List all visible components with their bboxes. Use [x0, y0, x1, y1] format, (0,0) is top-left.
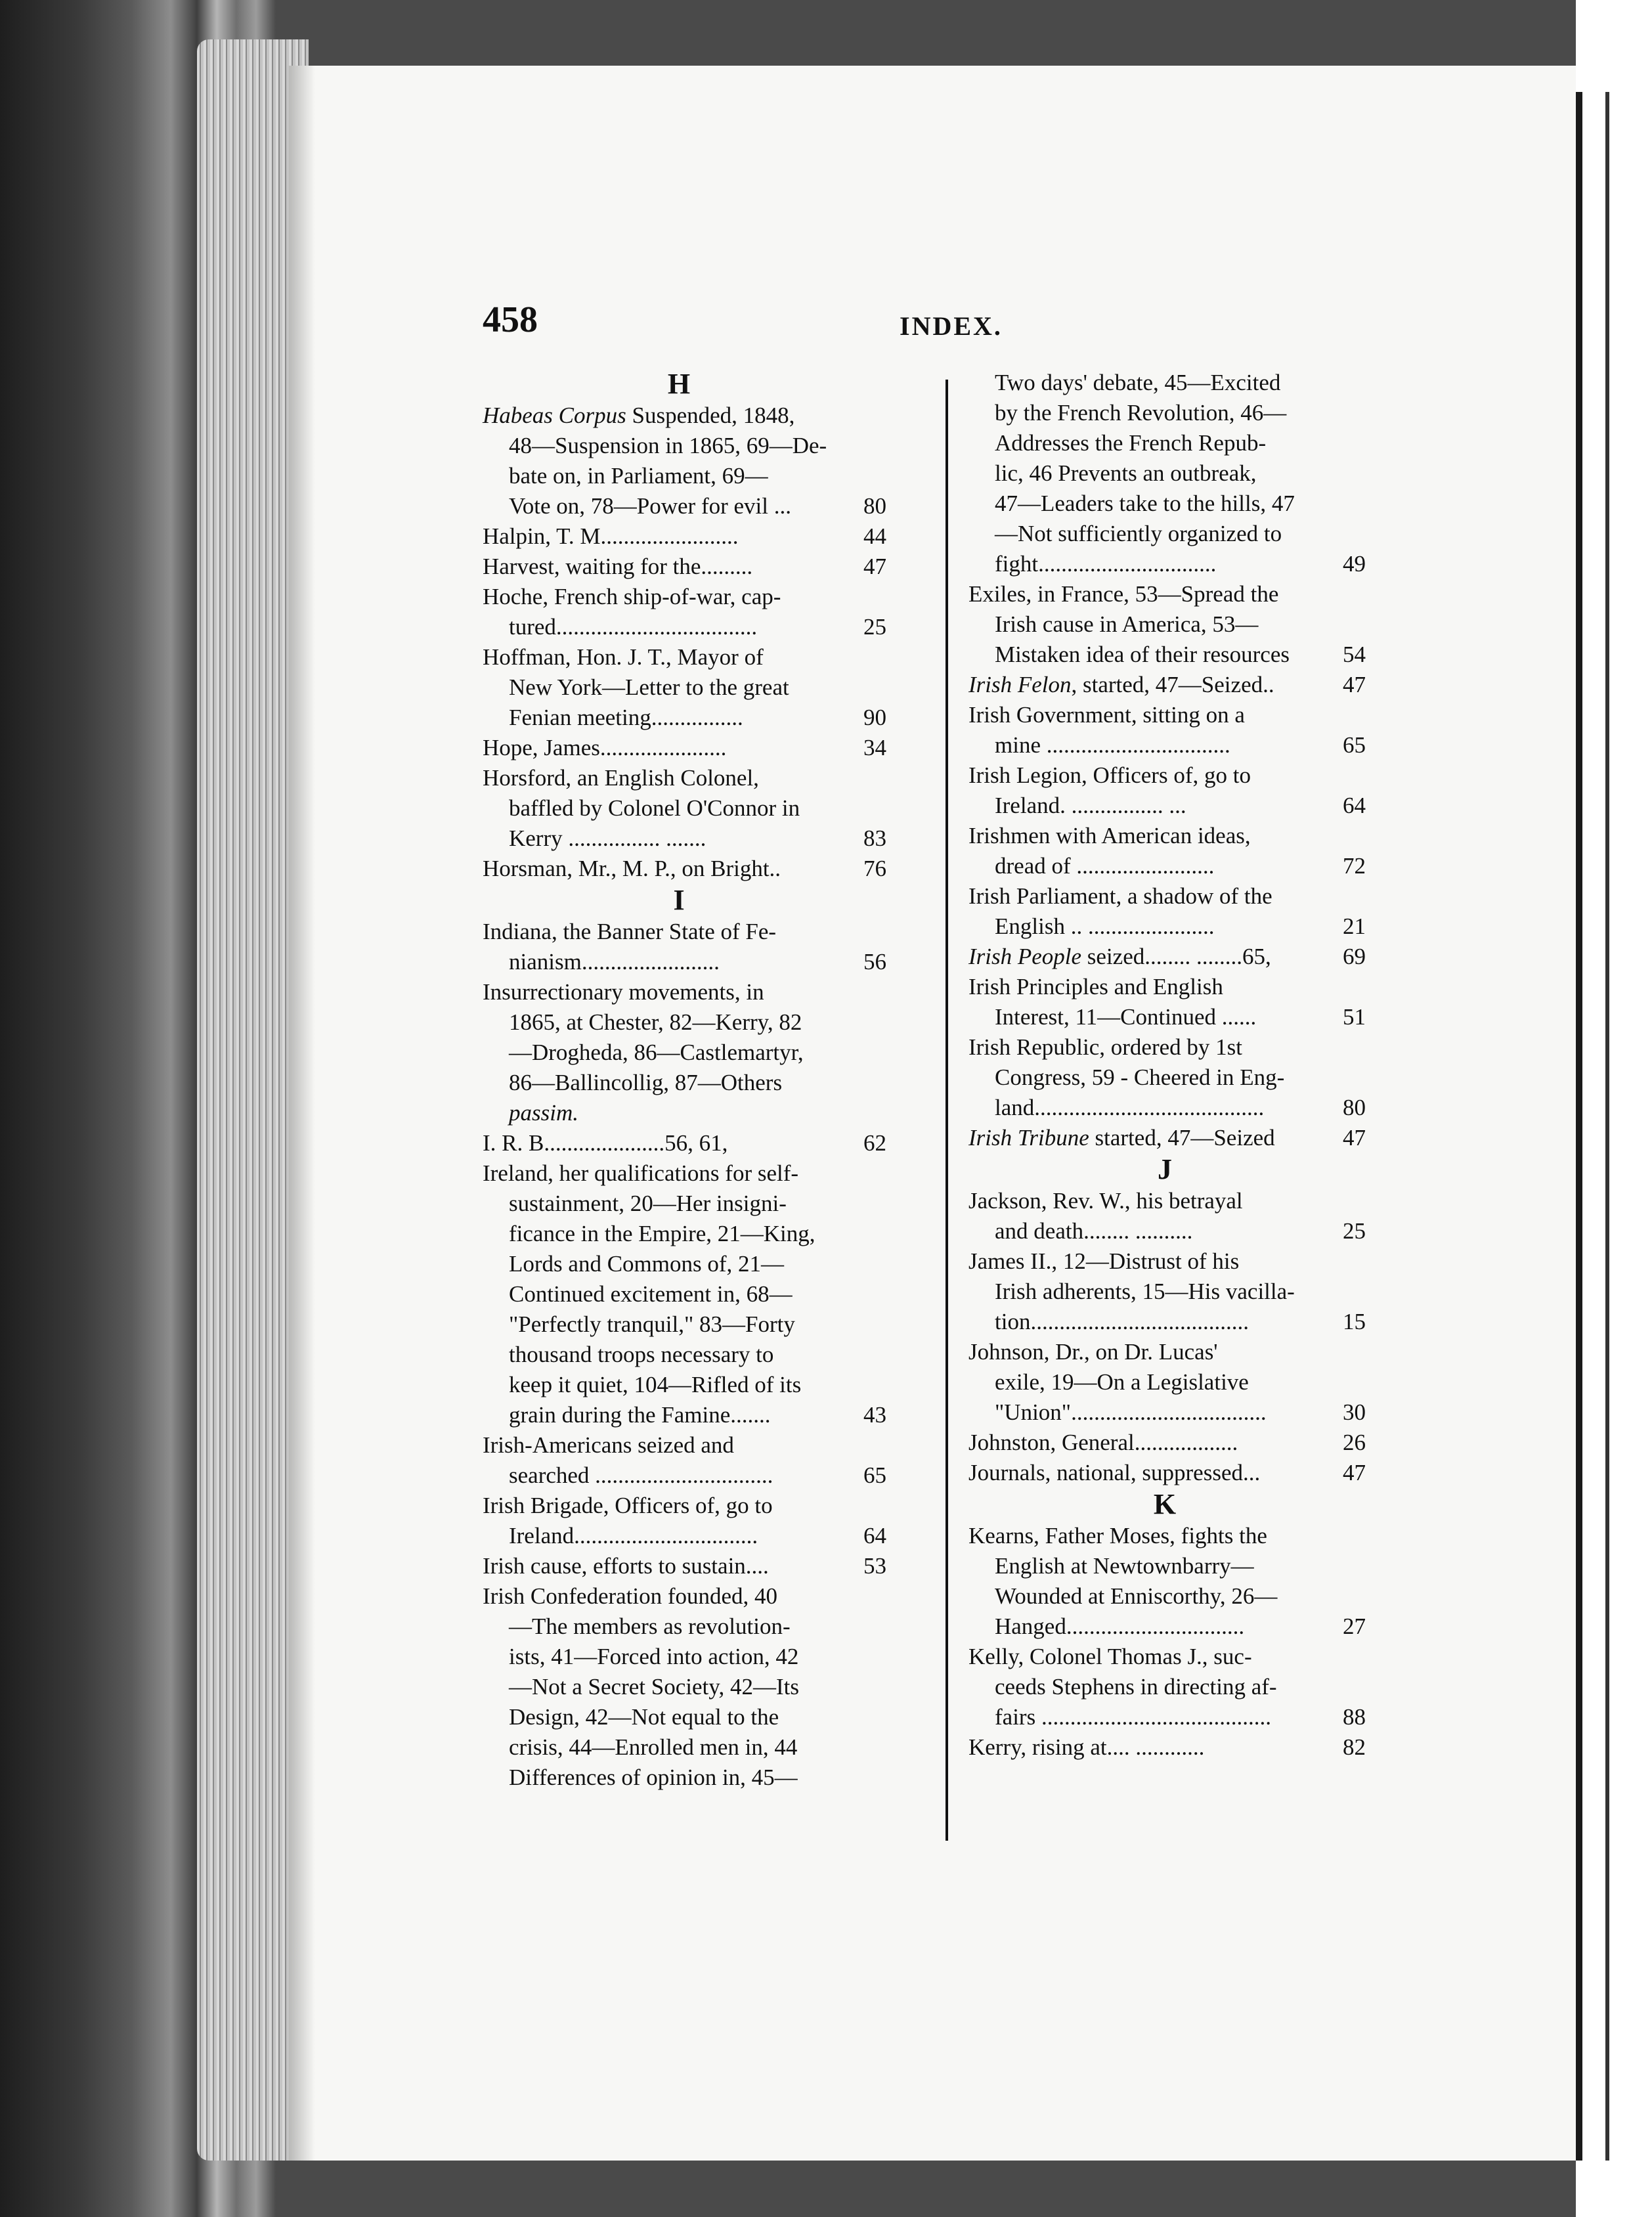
index-entry	[483, 1128, 886, 1158]
entry-line: "Union"..................................	[995, 1399, 1267, 1425]
index-entry	[483, 401, 886, 521]
entry-line: Johnson, Dr., on Dr. Lucas'	[968, 1339, 1218, 1365]
entry-line: grain during the Famine.......	[509, 1402, 771, 1428]
entry-line: Jackson, Rev. W., his betrayal	[968, 1188, 1243, 1214]
index-entry	[483, 1491, 886, 1551]
entry-line: ficance in the Empire, 21—King,	[509, 1221, 815, 1246]
entry-line: fight...............................	[995, 551, 1217, 577]
section-letter: I	[673, 884, 686, 916]
entry-line: Irish adherents, 15—His vacilla-	[995, 1279, 1295, 1304]
page-reference: 15	[1343, 1309, 1366, 1334]
entry-line	[483, 1098, 886, 1128]
index-entry	[483, 1158, 886, 1430]
entry-line: —The members as revolution-	[509, 1613, 791, 1639]
entry-line: fairs ........................................	[995, 1704, 1271, 1730]
entry-line: 48—Suspension in 1865, 69—De-	[509, 433, 827, 458]
index-entry	[483, 521, 886, 552]
section-letter: K	[1153, 1488, 1178, 1520]
index-entry	[968, 1642, 1366, 1732]
entry-line: Kelly, Colonel Thomas J., suc-	[968, 1644, 1252, 1669]
entry-line: Irish Parliament, a shadow of the	[968, 883, 1272, 909]
entry-line: Exiles, in France, 53—Spread the	[968, 581, 1279, 607]
entry-line: Irish People seized........ ........65,	[968, 944, 1271, 969]
page-reference: 88	[1343, 1704, 1366, 1730]
page-reference: 65	[1343, 732, 1366, 758]
entry-line: English at Newtownbarry—	[995, 1553, 1254, 1579]
entry-line: Insurrectionary movements, in	[483, 979, 764, 1005]
entry-line: Hoffman, Hon. J. T., Mayor of	[483, 644, 764, 670]
page-reference: 25	[863, 614, 886, 640]
index-entry	[968, 942, 1366, 972]
index-entry	[968, 760, 1366, 821]
entry-line: crisis, 44—Enrolled men in, 44	[509, 1734, 798, 1760]
entry-line: Kerry ................ .......	[509, 825, 706, 851]
page-reference: 26	[1343, 1430, 1366, 1455]
index-entry	[968, 1732, 1366, 1763]
entry-line: Irish Principles and English	[968, 974, 1223, 999]
page-reference: 43	[863, 1402, 886, 1428]
entry-line: "Perfectly tranquil," 83—Forty	[509, 1311, 795, 1337]
entry-line: dread of ........................	[995, 853, 1215, 879]
entry-line: Habeas Corpus Suspended, 1848,	[483, 403, 795, 428]
index-entry	[483, 1551, 886, 1581]
entry-line: Two days' debate, 45—Excited	[995, 370, 1281, 395]
entry-line: Kearns, Father Moses, fights the	[968, 1523, 1267, 1548]
right-margin	[1576, 0, 1652, 2217]
page-reference: 64	[863, 1523, 886, 1548]
entry-line: Irish Government, sitting on a	[968, 702, 1245, 728]
entry-line: Interest, 11—Continued ......	[995, 1004, 1257, 1030]
entry-line: Irish Tribune started, 47—Seized	[968, 1125, 1275, 1151]
entry-line: Ireland. ................ ...	[995, 793, 1186, 818]
index-entry	[483, 1581, 886, 1793]
entry-line: Ireland................................	[509, 1523, 758, 1548]
entry-line: Design, 42—Not equal to the	[509, 1704, 779, 1730]
entry-line: Lords and Commons of, 21—	[509, 1251, 785, 1277]
entry-line: by the French Revolution, 46—	[995, 400, 1287, 426]
entry-line: mine ................................	[995, 732, 1230, 758]
index-entry	[483, 917, 886, 977]
page-reference: 69	[1343, 944, 1366, 969]
italic-term: Irish Felon	[968, 672, 1072, 697]
index-entry	[968, 579, 1366, 670]
section-letter: H	[667, 368, 692, 400]
book-page	[289, 66, 1576, 2161]
entry-line: I. R. B.....................56, 61,	[483, 1130, 728, 1156]
italic-term: Irish Tribune	[968, 1125, 1089, 1151]
entry-line: Horsford, an English Colonel,	[483, 765, 759, 791]
index-entry	[483, 977, 886, 1128]
page-reference: 25	[1343, 1218, 1366, 1244]
entry-line: Irish Confederation founded, 40	[483, 1583, 778, 1609]
entry-line: Hope, James......................	[483, 735, 727, 760]
page-reference: 27	[1343, 1613, 1366, 1639]
entry-line: exile, 19—On a Legislative	[995, 1369, 1249, 1395]
italic-term: Irish People	[968, 944, 1082, 969]
index-entry	[483, 642, 886, 733]
page-reference: 47	[863, 554, 886, 579]
running-head: INDEX.	[900, 311, 1003, 341]
page-reference: 30	[1343, 1399, 1366, 1425]
entry-line: Harvest, waiting for the.........	[483, 554, 753, 579]
entry-line: baffled by Colonel O'Connor in	[509, 795, 800, 821]
index-entry	[483, 763, 886, 854]
entry-line: tion......................................	[995, 1309, 1249, 1334]
page-reference: 51	[1343, 1004, 1366, 1030]
entry-line: lic, 46 Prevents an outbreak,	[995, 460, 1257, 486]
entry-line: bate on, in Parliament, 69—	[509, 463, 768, 489]
page-reference: 56	[863, 949, 886, 975]
index-entry	[968, 1246, 1366, 1337]
italic-term: passim.	[509, 1100, 578, 1126]
entry-line: 1865, at Chester, 82—Kerry, 82	[509, 1009, 802, 1035]
page-reference: 34	[863, 735, 886, 760]
page-reference: 54	[1343, 642, 1366, 667]
right-edge-rule	[1576, 92, 1582, 2161]
index-entry	[483, 733, 886, 763]
page-reference: 72	[1343, 853, 1366, 879]
index-entry	[483, 582, 886, 642]
entry-line: —Not sufficiently organized to	[995, 521, 1282, 546]
page-reference: 64	[1343, 793, 1366, 818]
page-reference: 76	[863, 856, 886, 881]
entry-line: nianism........................	[509, 949, 720, 975]
index-entry	[968, 972, 1366, 1032]
entry-line: and death........ ..........	[995, 1218, 1193, 1244]
entry-line: land........................................	[995, 1095, 1265, 1120]
page-reference: 80	[1343, 1095, 1366, 1120]
entry-line: thousand troops necessary to	[509, 1342, 774, 1367]
index-entry	[968, 1123, 1366, 1153]
entry-line: Wounded at Enniscorthy, 26—	[995, 1583, 1278, 1609]
entry-line: Irishmen with American ideas,	[968, 823, 1251, 848]
entry-line: Horsman, Mr., M. P., on Bright..	[483, 856, 781, 881]
entry-line: Congress, 59 - Cheered in Eng-	[995, 1065, 1285, 1090]
entry-line: ceeds Stephens in directing af-	[995, 1674, 1277, 1700]
entry-line: Irish cause in America, 53—	[995, 611, 1259, 637]
page-gutter-shadow	[289, 66, 315, 2161]
page-number: 458	[483, 299, 538, 340]
entry-line: Fenian meeting................	[509, 705, 743, 730]
page-reference: 49	[1343, 551, 1366, 577]
right-edge-rule-secondary	[1605, 92, 1609, 2161]
entry-line: New York—Letter to the great	[509, 674, 789, 700]
index-entry	[483, 1430, 886, 1491]
column-divider	[946, 380, 948, 1841]
entry-line: keep it quiet, 104—Rifled of its	[509, 1372, 802, 1397]
entry-line: Johnston, General..................	[968, 1430, 1238, 1455]
index-entry	[483, 854, 886, 884]
index-entry	[483, 552, 886, 582]
page-reference: 90	[863, 705, 886, 730]
page-reference: 47	[1343, 672, 1366, 697]
entry-line: Hanged...............................	[995, 1613, 1245, 1639]
entry-line: Irish Legion, Officers of, go to	[968, 762, 1251, 788]
section-letter: J	[1158, 1153, 1173, 1185]
entry-line: Continued excitement in, 68—	[509, 1281, 793, 1307]
index-column-right	[968, 368, 1366, 1763]
page-header	[483, 299, 1369, 351]
entry-line: Hoche, French ship-of-war, cap-	[483, 584, 781, 609]
index-entry	[968, 1032, 1366, 1123]
entry-line: Halpin, T. M........................	[483, 523, 739, 549]
page-reference: 53	[863, 1553, 886, 1579]
entry-line: searched ...............................	[509, 1462, 773, 1488]
index-entry	[968, 1186, 1366, 1246]
index-entry	[968, 368, 1366, 579]
page-reference: 65	[863, 1462, 886, 1488]
page-reference: 47	[1343, 1125, 1366, 1151]
entry-line: —Drogheda, 86—Castlemartyr,	[509, 1040, 804, 1065]
entry-line: Irish Felon, started, 47—Seized..	[968, 672, 1274, 697]
entry-line: English .. ......................	[995, 913, 1215, 939]
entry-line: Ireland, her qualifications for self-	[483, 1160, 799, 1186]
entry-line: sustainment, 20—Her insigni-	[509, 1191, 787, 1216]
entry-line: Addresses the French Repub-	[995, 430, 1267, 456]
entry-line: ists, 41—Forced into action, 42	[509, 1644, 799, 1669]
entry-line: Irish-Americans seized and	[483, 1432, 734, 1458]
index-entry	[968, 821, 1366, 881]
index-entry	[968, 881, 1366, 942]
entry-line: Vote on, 78—Power for evil ...	[509, 493, 791, 519]
entry-line: James II., 12—Distrust of his	[968, 1248, 1240, 1274]
entry-line: Irish cause, efforts to sustain....	[483, 1553, 769, 1579]
entry-line: 86—Ballincollig, 87—Others	[509, 1070, 783, 1095]
index-entry	[968, 1521, 1366, 1642]
index-entry	[968, 1458, 1366, 1488]
page-reference: 80	[863, 493, 886, 519]
page-reference: 62	[863, 1130, 886, 1156]
index-entry	[968, 1428, 1366, 1458]
italic-term: Habeas Corpus	[483, 403, 626, 428]
index-entry	[968, 1337, 1366, 1428]
page-reference: 83	[863, 825, 886, 851]
page-reference: 21	[1343, 913, 1366, 939]
entry-line: Indiana, the Banner State of Fe-	[483, 919, 777, 944]
index-entry	[968, 700, 1366, 760]
index-column-left	[483, 368, 886, 1793]
entry-line: 47—Leaders take to the hills, 47	[995, 491, 1295, 516]
entry-line: Irish Republic, ordered by 1st	[968, 1034, 1242, 1060]
entry-line: Mistaken idea of their resources	[995, 642, 1290, 667]
entry-line: Irish Brigade, Officers of, go to	[483, 1493, 773, 1518]
entry-line: —Not a Secret Society, 42—Its	[509, 1674, 799, 1700]
page-reference: 82	[1343, 1734, 1366, 1760]
page-reference: 47	[1343, 1460, 1366, 1485]
entry-line: Kerry, rising at.... ............	[968, 1734, 1205, 1760]
index-entry	[968, 670, 1366, 700]
page-reference: 44	[863, 523, 886, 549]
entry-line: Differences of opinion in, 45—	[509, 1765, 798, 1790]
entry-line: Journals, national, suppressed...	[968, 1460, 1261, 1485]
entry-line: tured...................................	[509, 614, 758, 640]
